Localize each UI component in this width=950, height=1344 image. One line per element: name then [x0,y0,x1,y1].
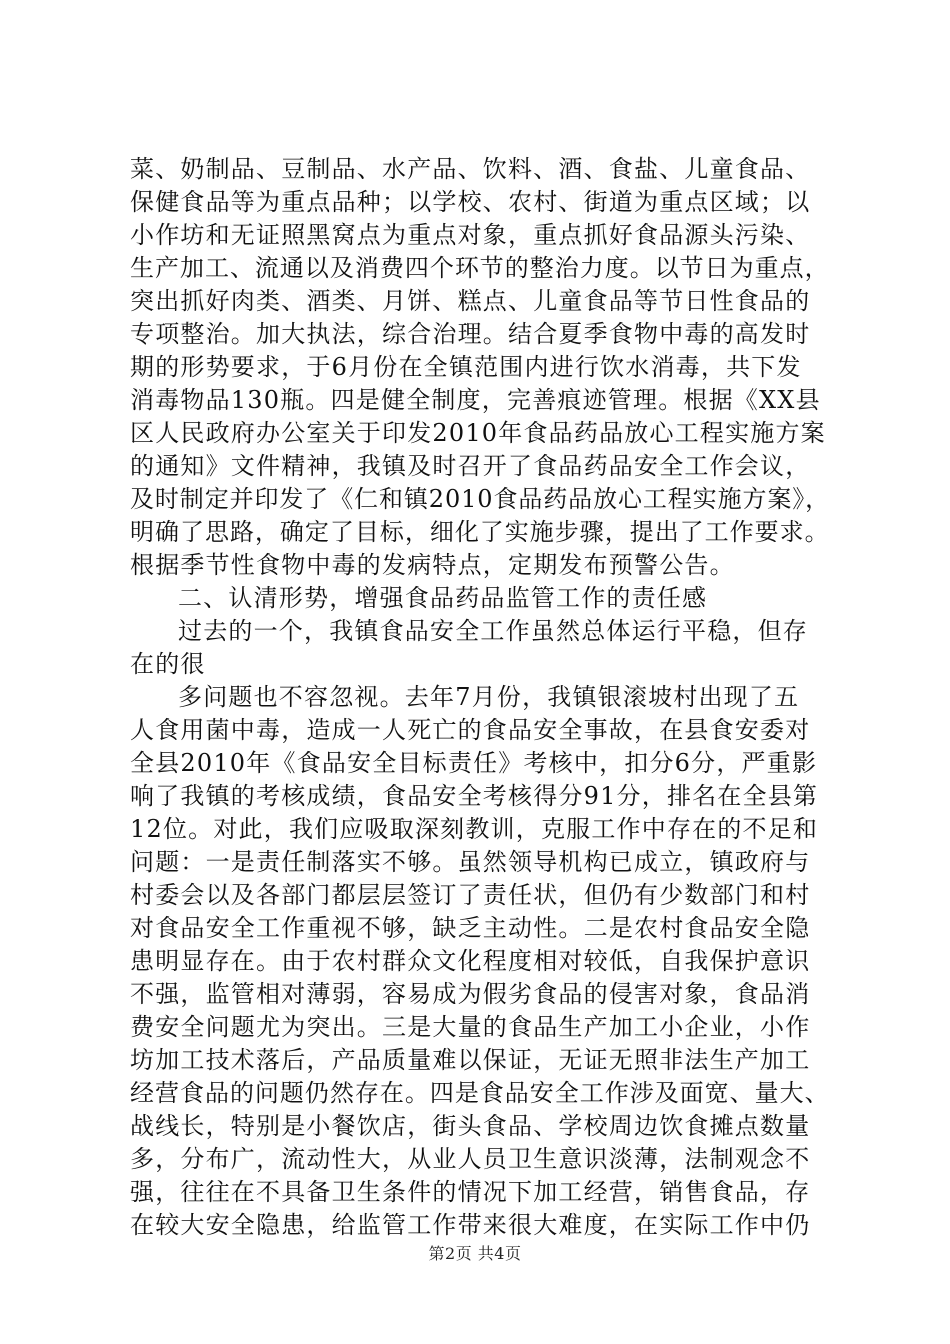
text-line: 人食用菌中毒，造成一人死亡的食品安全事故，在县食安委对 [130,716,811,744]
text-line: 强，往往在不具备卫生条件的情况下加工经营，销售食品，存 [130,1178,811,1206]
text-line: 二、认清形势，增强食品药品监管工作的责任感 [178,584,708,612]
page-footer: 第2页 共4页 [428,1244,522,1263]
text-line: 坊加工技术落后，产品质量难以保证，无证无照非法生产加工 [130,1046,811,1074]
text-line: 保健食品等为重点品种；以学校、农村、街道为重点区域；以 [130,188,811,216]
text-line: 多问题也不容忽视。去年7月份，我镇银滚坡村出现了五 [178,683,800,711]
text-line: 在的很 [130,650,206,678]
text-line: 区人民政府办公室关于印发2010年食品药品放心工程实施方案 [130,419,826,447]
text-line: 及时制定并印发了《仁和镇2010食品药品放心工程实施方案》， [130,485,831,513]
text-line: 12位。对此，我们应吸取深刻教训，克服工作中存在的不足和 [130,815,819,843]
text-line: 过去的一个，我镇食品安全工作虽然总体运行平稳，但存 [178,617,808,645]
text-line: 期的形势要求，于6月份在全镇范围内进行饮水消毒，共下发 [130,353,802,381]
text-line: 费安全问题尤为突出。三是大量的食品生产加工小企业，小作 [130,1013,811,1041]
text-line: 多，分布广，流动性大，从业人员卫生意识淡薄，法制观念不 [130,1145,811,1173]
text-line: 不强，监管相对薄弱，容易成为假劣食品的侵害对象，食品消 [130,980,811,1008]
text-line: 问题：一是责任制落实不够。虽然领导机构已成立，镇政府与 [130,848,811,876]
text-line: 消毒物品130瓶。四是健全制度，完善痕迹管理。根据《XX县 [130,386,821,414]
text-line: 对食品安全工作重视不够，缺乏主动性。二是农村食品安全隐 [130,914,811,942]
text-line: 在较大安全隐患，给监管工作带来很大难度，在实际工作中仍 [130,1211,811,1239]
text-line: 小作坊和无证照黑窝点为重点对象，重点抓好食品源头污染、 [130,221,811,249]
text-line: 患明显存在。由于农村群众文化程度相对较低，自我保护意识 [130,947,811,975]
text-line: 明确了思路，确定了目标，细化了实施步骤，提出了工作要求。 [130,518,830,546]
text-line: 菜、奶制品、豆制品、水产品、饮料、酒、食盐、儿童食品、 [130,155,811,183]
text-line: 战线长，特别是小餐饮店，街头食品、学校周边饮食摊点数量 [130,1112,811,1140]
text-line: 根据季节性食物中毒的发病特点，定期发布预警公告。 [130,551,735,579]
text-line: 响了我镇的考核成绩，食品安全考核得分91分，排名在全县第 [130,782,819,810]
text-line: 专项整治。加大执法，综合治理。结合夏季食物中毒的高发时 [130,320,811,348]
text-line: 全县2010年《食品安全目标责任》考核中，扣分6分，严重影 [130,749,818,777]
text-line: 突出抓好肉类、酒类、月饼、糕点、儿童食品等节日性食品的 [130,287,811,315]
text-line: 经营食品的问题仍然存在。四是食品安全工作涉及面宽、量大、 [130,1079,830,1107]
text-line: 村委会以及各部门都层层签订了责任状，但仍有少数部门和村 [130,881,811,909]
document-body [130,153,830,1242]
text-line: 的通知》文件精神，我镇及时召开了食品药品安全工作会议， [130,452,811,480]
text-line: 生产加工、流通以及消费四个环节的整治力度。以节日为重点， [130,254,830,282]
